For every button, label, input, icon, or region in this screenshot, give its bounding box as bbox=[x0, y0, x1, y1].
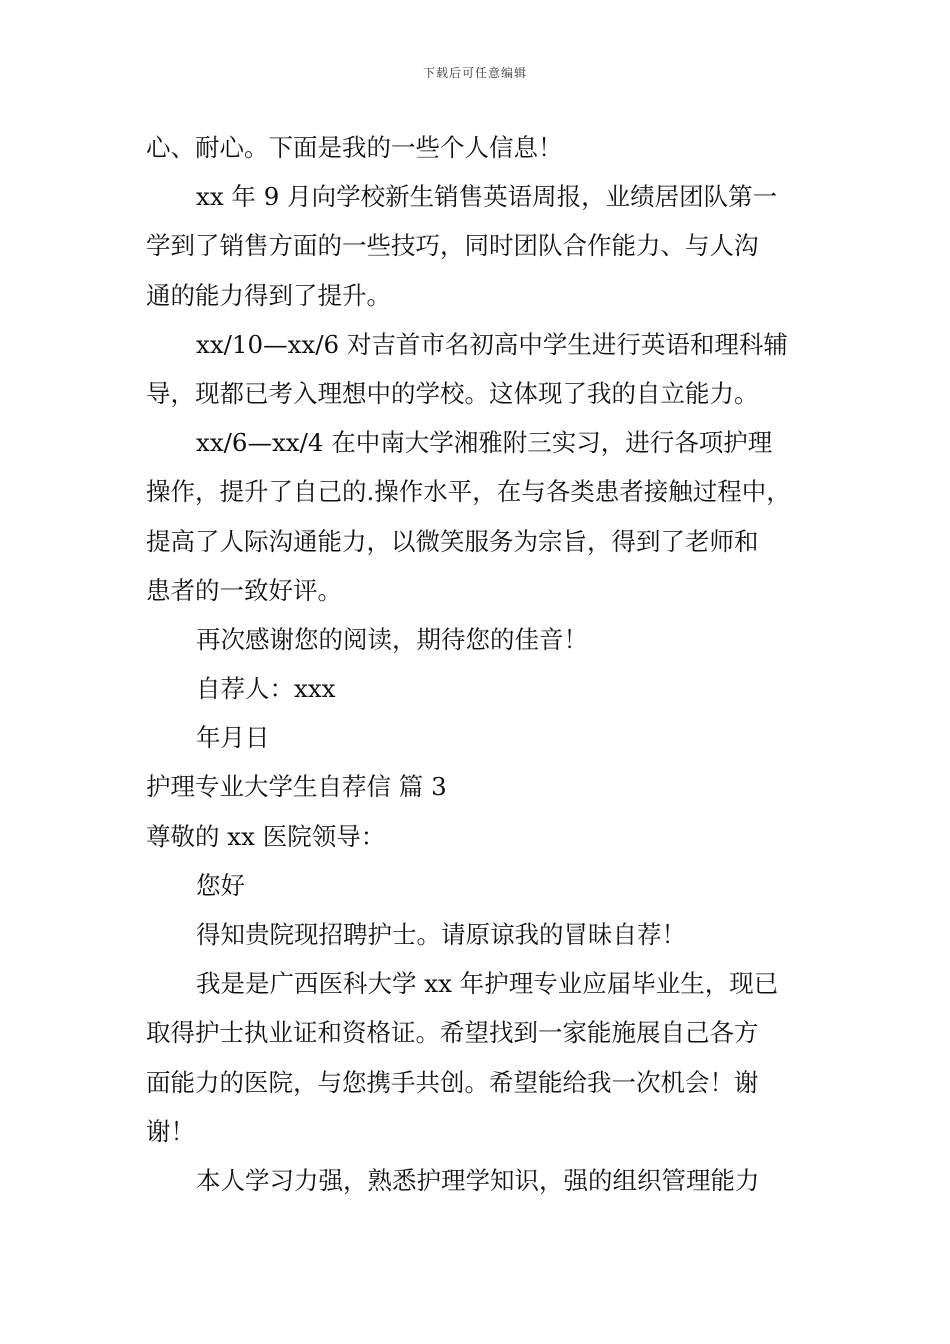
text-line: 患者的一致好评。 bbox=[146, 575, 342, 605]
text-line: 年月日 bbox=[196, 723, 270, 753]
text-line: 谢！ bbox=[146, 1116, 195, 1146]
section-title: 护理专业大学生自荐信 篇 3 bbox=[146, 772, 447, 802]
text-line: 我是是广西医科大学 xx 年护理专业应届毕业生，现已 bbox=[196, 969, 779, 999]
text-line: xx/10—xx/6 对吉首市名初高中学生进行英语和理科辅 bbox=[196, 329, 788, 359]
text-line: 本人学习力强，熟悉护理学知识，强的组织管理能力 bbox=[196, 1165, 760, 1195]
text-line: xx 年 9 月向学校新生销售英语周报，业绩居团队第一 bbox=[196, 182, 778, 212]
text-line: 通的能力得到了提升。 bbox=[146, 280, 391, 310]
text-line: 面能力的医院，与您携手共创。希望能给我一次机会！谢 bbox=[146, 1067, 759, 1097]
text-line: 操作，提升了自己的.操作水平，在与各类患者接触过程中， bbox=[146, 477, 791, 507]
text-line: 心、耐心。下面是我的一些个人信息！ bbox=[146, 133, 563, 162]
text-line: 自荐人：xxx bbox=[196, 674, 336, 704]
text-line: 导，现都已考入理想中的学校。这体现了我的自立能力。 bbox=[146, 378, 759, 408]
text-line: 提高了人际沟通能力，以微笑服务为宗旨，得到了老师和 bbox=[146, 526, 759, 556]
text-line: 得知贵院现招聘护士。请原谅我的冒昧自荐！ bbox=[196, 920, 686, 949]
text-line: 学到了销售方面的一些技巧，同时团队合作能力、与人沟 bbox=[146, 231, 759, 261]
text-line: 取得护士执业证和资格证。希望找到一家能施展自己各方 bbox=[146, 1018, 759, 1048]
document-body bbox=[146, 128, 826, 1210]
text-line: 再次感谢您的阅读，期待您的佳音！ bbox=[196, 624, 588, 654]
greeting: 您好 bbox=[196, 870, 245, 900]
text-line: xx/6—xx/4 在中南大学湘雅附三实习，进行各项护理 bbox=[196, 428, 773, 458]
page-header: 下载后可任意编辑 bbox=[422, 66, 527, 80]
salutation: 尊敬的 xx 医院领导： bbox=[146, 821, 386, 851]
